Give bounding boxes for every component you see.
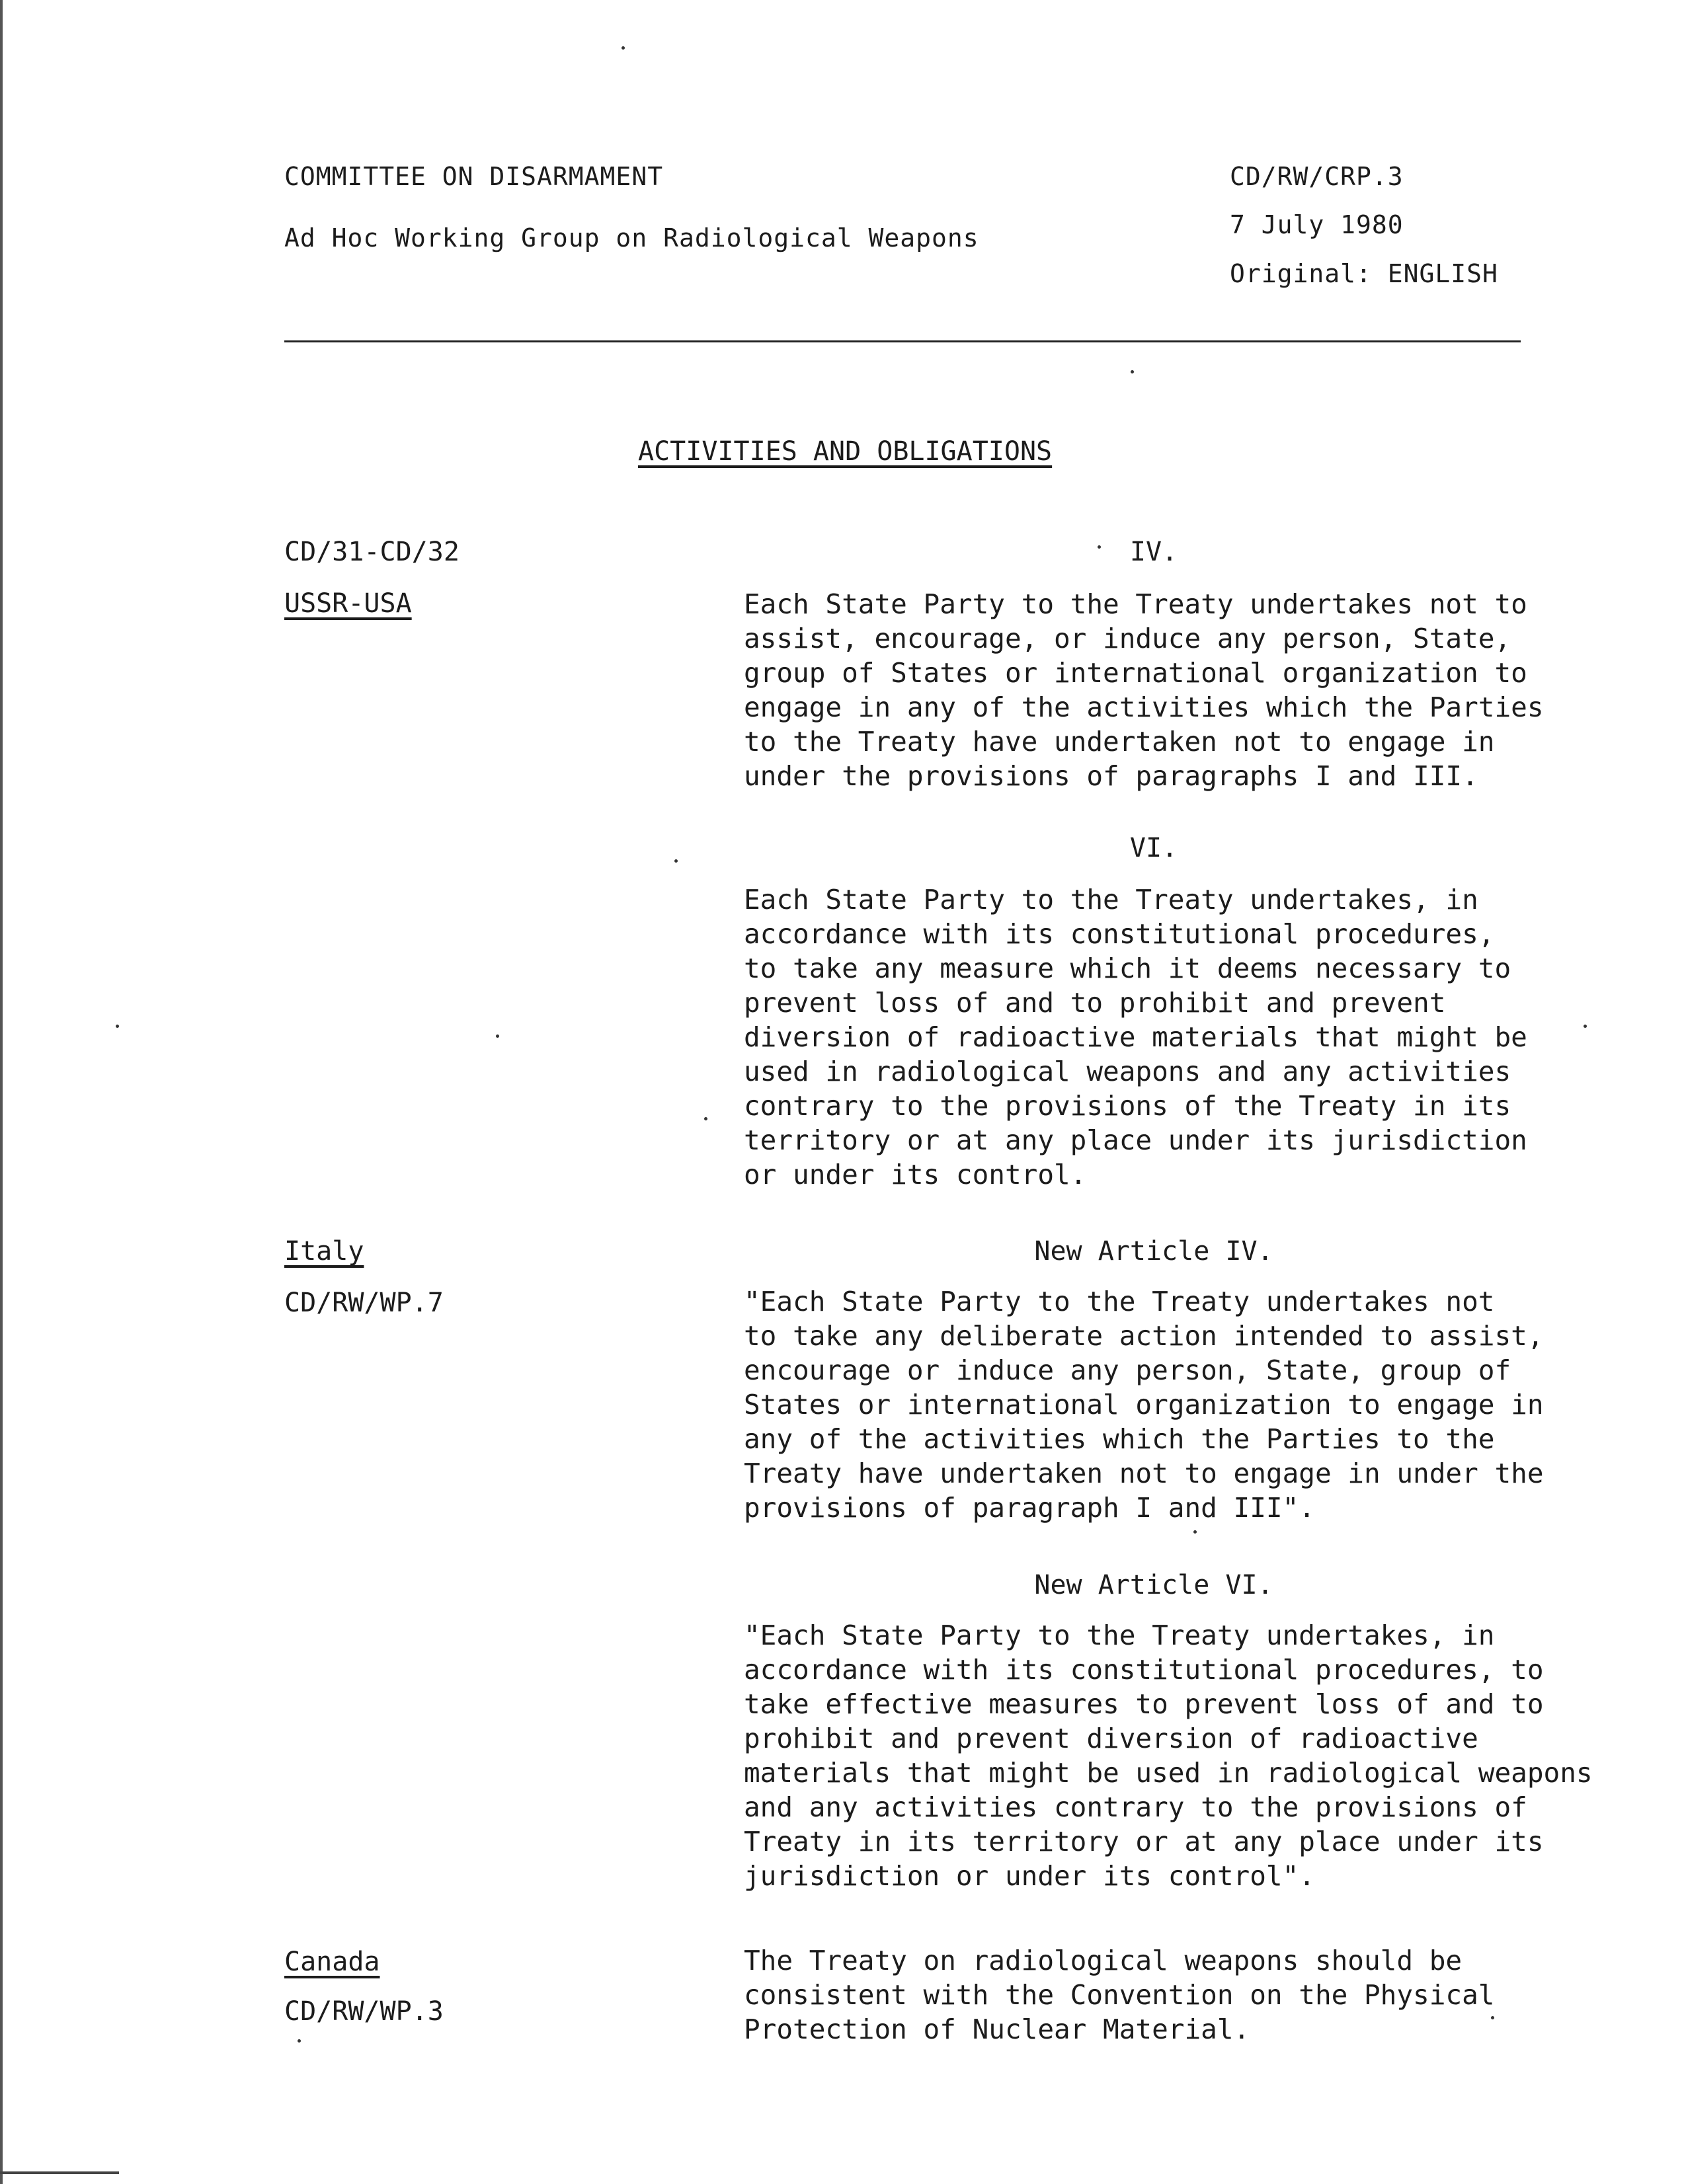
text-line: Protection of Nuclear Material. bbox=[744, 2013, 1250, 2045]
text-line: consistent with the Convention on the Physical bbox=[744, 1979, 1495, 2011]
section-ref-source: Italy bbox=[284, 1236, 364, 1267]
section-ref-symbol: CD/31-CD/32 bbox=[284, 537, 460, 567]
section-ref-source: Canada bbox=[284, 1947, 380, 1977]
section-ref-source: USSR-USA bbox=[284, 588, 412, 619]
scan-left-edge bbox=[0, 0, 3, 2184]
scan-speck bbox=[298, 2039, 301, 2043]
text-line: "Each State Party to the Treaty undertakes, in bbox=[744, 1619, 1495, 1651]
text-line: States or international organization to engage in bbox=[744, 1389, 1544, 1421]
text-line: Each State Party to the Treaty undertakes, in bbox=[744, 884, 1478, 916]
scan-speck bbox=[1193, 1530, 1197, 1534]
article-heading: IV. bbox=[1129, 537, 1178, 567]
scan-speck bbox=[1098, 545, 1101, 549]
text-line: engage in any of the activities which the Parties bbox=[744, 691, 1544, 723]
text-line: or under its control. bbox=[744, 1159, 1087, 1190]
text-line: Treaty in its territory or at any place under its bbox=[744, 1826, 1544, 1857]
article-heading: New Article IV. bbox=[1034, 1236, 1273, 1267]
scan-speck bbox=[116, 1025, 119, 1028]
scan-speck bbox=[674, 859, 678, 863]
article-text bbox=[744, 882, 1623, 1192]
text-line: and any activities contrary to the provisions of bbox=[744, 1791, 1527, 1823]
text-line: assist, encourage, or induce any person, State, bbox=[744, 623, 1511, 654]
committee-name: COMMITTEE ON DISARMAMENT bbox=[284, 162, 664, 191]
scan-speck bbox=[1584, 1025, 1587, 1028]
text-line: to the Treaty have undertaken not to engage in bbox=[744, 726, 1495, 758]
text-line: encourage or induce any person, State, group of bbox=[744, 1354, 1511, 1386]
text-line: used in radiological weapons and any activities bbox=[744, 1056, 1511, 1087]
working-group-name: Ad Hoc Working Group on Radiological Weapons bbox=[284, 223, 979, 253]
article-heading: VI. bbox=[1129, 833, 1178, 863]
header-rule bbox=[284, 340, 1521, 342]
document-title: ACTIVITIES AND OBLIGATIONS bbox=[638, 436, 1053, 467]
text-line: to take any measure which it deems necessary to bbox=[744, 953, 1511, 984]
text-line: Each State Party to the Treaty undertakes not to bbox=[744, 588, 1527, 620]
text-line: accordance with its constitutional procedures, bbox=[744, 918, 1495, 950]
text-line: accordance with its constitutional procedures, to bbox=[744, 1654, 1544, 1686]
document-symbol: CD/RW/CRP.3 bbox=[1230, 162, 1404, 191]
text-line: take effective measures to prevent loss of and to bbox=[744, 1688, 1544, 1720]
section-ref-symbol: CD/RW/WP.3 bbox=[284, 1996, 444, 2027]
scan-speck bbox=[704, 1117, 707, 1120]
text-line: territory or at any place under its jurisdiction bbox=[744, 1124, 1527, 1156]
article-text bbox=[744, 1618, 1623, 1893]
text-line: under the provisions of paragraphs I and III. bbox=[744, 760, 1478, 792]
text-line: prevent loss of and to prohibit and prevent bbox=[744, 987, 1446, 1019]
scan-bottom-edge bbox=[0, 2171, 119, 2174]
article-heading: New Article VI. bbox=[1034, 1570, 1273, 1600]
article-text bbox=[744, 1284, 1623, 1525]
text-line: "Each State Party to the Treaty undertakes not bbox=[744, 1286, 1495, 1317]
text-line: materials that might be used in radiological weapons bbox=[744, 1757, 1593, 1789]
text-line: provisions of paragraph I and III". bbox=[744, 1492, 1315, 1524]
text-line: to take any deliberate action intended to assist, bbox=[744, 1320, 1544, 1352]
document-date: 7 July 1980 bbox=[1230, 210, 1404, 239]
text-line: The Treaty on radiological weapons should be bbox=[744, 1945, 1463, 1976]
scan-speck bbox=[1131, 370, 1134, 373]
article-text bbox=[744, 587, 1623, 793]
text-line: any of the activities which the Parties to the bbox=[744, 1423, 1495, 1455]
text-line: jurisdiction or under its control". bbox=[744, 1860, 1315, 1892]
scan-speck bbox=[496, 1034, 499, 1038]
text-line: Treaty have undertaken not to engage in under the bbox=[744, 1458, 1544, 1489]
article-text bbox=[744, 1943, 1623, 2047]
text-line: prohibit and prevent diversion of radioactive bbox=[744, 1723, 1478, 1754]
text-line: contrary to the provisions of the Treaty in its bbox=[744, 1090, 1511, 1122]
scan-speck bbox=[622, 46, 625, 50]
original-language: Original: ENGLISH bbox=[1230, 259, 1498, 288]
text-line: diversion of radioactive materials that might be bbox=[744, 1021, 1527, 1053]
section-ref-symbol: CD/RW/WP.7 bbox=[284, 1288, 444, 1318]
text-line: group of States or international organization to bbox=[744, 657, 1527, 689]
scan-speck bbox=[1491, 2016, 1494, 2019]
